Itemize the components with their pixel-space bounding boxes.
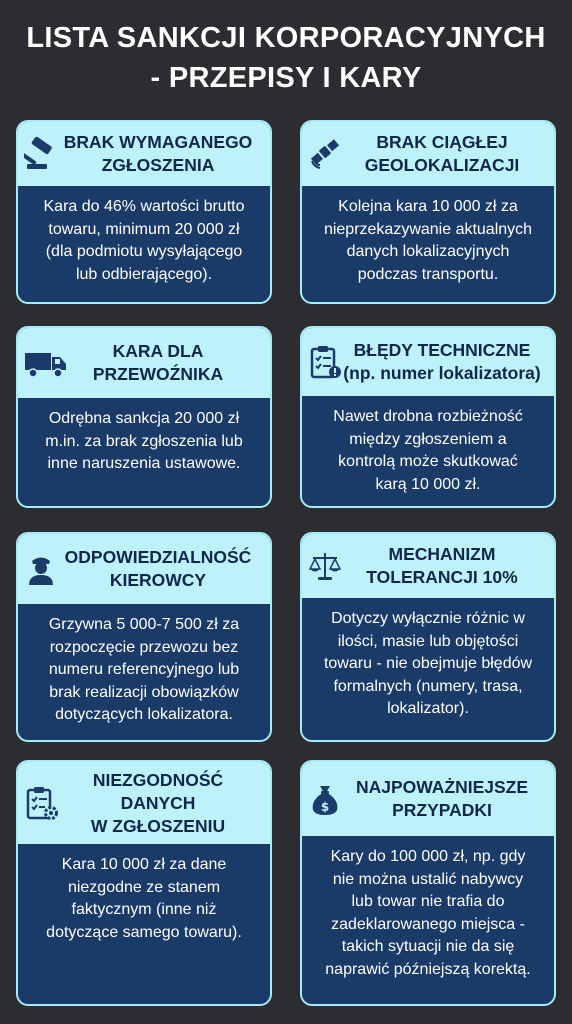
card-header (18, 762, 270, 844)
card-no-geolocation (300, 120, 556, 304)
card-body: Kara 10 000 zł za dane niezgodne ze stanem faktycznym (inne niż dotyczące samego towaru). (46, 856, 242, 941)
card-body: Odrębna sankcja 20 000 zł m.in. za brak zgłoszenia lub inne naruszenia ustawowe. (45, 410, 243, 472)
card-most-serious-cases (300, 760, 556, 1006)
card-body: Grzywna 5 000-7 500 zł za rozpoczęcie przewozu bez numeru referencyjnego lub brak realizacji obowiązków dotyczących lokalizatora. (48, 616, 240, 723)
scales-icon (308, 549, 342, 583)
satellite-icon (308, 137, 342, 171)
card-body: Kara do 46% wartości brutto towaru, minimum 20 000 zł (dla podmiotu wysyłającego lub odbierającego). (43, 198, 245, 283)
money-bag-icon (308, 782, 342, 816)
gavel-icon (24, 137, 58, 171)
card-body: Dotyczy wyłącznie różnic w ilości, masie lub objętości towaru - nie obejmuje błędów formalnych (numery, trasa, lokalizator). (323, 610, 533, 717)
card-body: Nawet drobna rozbieżność między zgłoszeniem a kontrolą może skutkować karą 10 000 zł. (333, 408, 523, 493)
truck-icon (24, 346, 68, 380)
svg-text:$: $ (320, 800, 330, 814)
checklist-gear-icon (24, 786, 58, 820)
card-body: Kolejna kara 10 000 zł za nieprzekazywanie aktualnych danych lokalizacyjnych podczas transportu. (323, 198, 533, 283)
card-title: NIEZGODNOŚĆ DANYCH W ZGŁOSZENIU (90, 769, 226, 836)
clipboard-error-icon (308, 345, 342, 379)
page-title (0, 18, 572, 98)
driver-icon (24, 552, 58, 586)
card-title: KARA DLA PRZEWOŹNIKA (92, 341, 224, 384)
card-title: NAJPOWAŻNIEJSZE PRZYPADKI (355, 777, 529, 820)
card-header (302, 328, 554, 396)
card-body: Kary do 100 000 zł, np. gdy nie można ustalić nabywcy lub towar nie trafia do zadeklarowanego miejsca - takich sytuacji nie da się naprawić późniejszą korektą. (325, 848, 531, 978)
card-title: BŁĘDY TECHNICZNE (np. numer lokalizatora) (343, 340, 541, 383)
card-header (302, 534, 554, 598)
card-technical-errors (300, 326, 556, 508)
page-title-line-1: LISTA SANKCJI KORPORACYJNYCH (26, 22, 546, 54)
card-header (18, 328, 270, 398)
card-driver-liability (16, 532, 272, 742)
card-header (302, 122, 554, 186)
card-title: ODPOWIEDZIALNOŚĆ KIEROWCY (64, 547, 252, 590)
card-header (18, 534, 270, 604)
card-header (302, 762, 554, 836)
page-title-line-2: - PRZEPISY I KARY (150, 62, 422, 94)
card-missing-declaration (16, 120, 272, 304)
card-title: BRAK CIĄGŁEJ GEOLOKALIZACJI (364, 132, 520, 175)
card-title: BRAK WYMAGANEGO ZGŁOSZENIA (63, 132, 253, 175)
card-tolerance-mechanism (300, 532, 556, 742)
card-title: MECHANIZM TOLERANCJI 10% (366, 544, 518, 587)
card-header (18, 122, 270, 186)
card-carrier-penalty (16, 326, 272, 508)
card-data-mismatch (16, 760, 272, 1006)
